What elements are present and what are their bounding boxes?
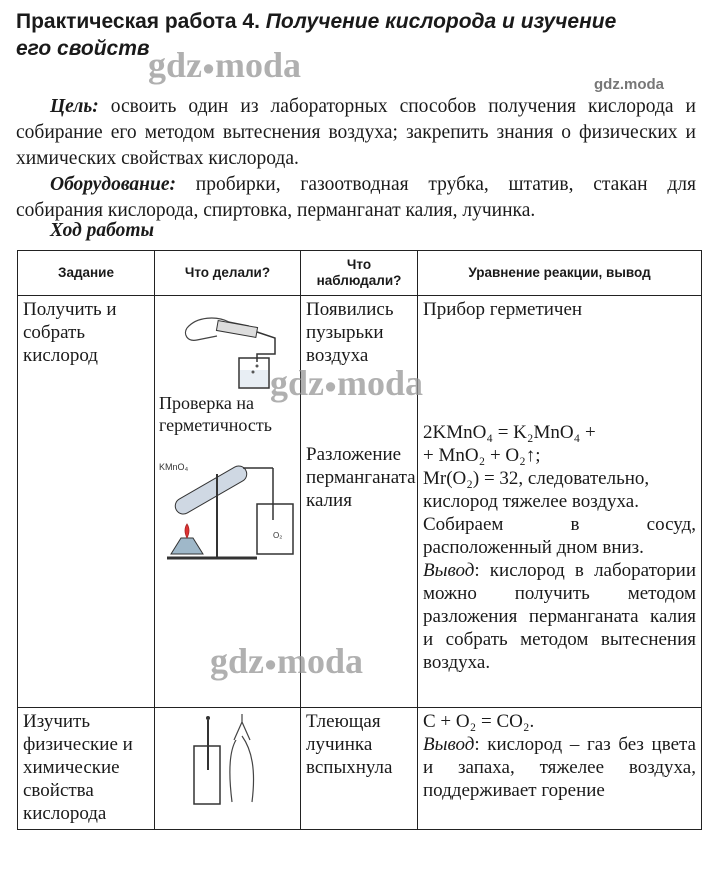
verdict-1-label: Вывод (423, 560, 475, 581)
did-cell-2 (155, 708, 301, 830)
title-italic-1: Получение кислорода и изучение (265, 10, 617, 33)
watermark-lower: gdz●moda (210, 641, 364, 681)
equipment-label: Оборудование: (50, 174, 176, 195)
obs-splint: Тлеющая лучинка вспыхнула (306, 711, 393, 778)
equipment-paragraph (16, 172, 696, 224)
obs-bubbles: Появились пузырьки воздуха (306, 299, 394, 366)
title-plain: Практическая работа 4. (16, 10, 260, 33)
oxygen-apparatus-figure (157, 454, 297, 574)
verdict-2-text: : кислород – газ без цвета и запаха, тяжелее воздуха, поддерживает горение (423, 734, 696, 801)
goal-label: Цель: (50, 96, 99, 117)
splint-test-figure (182, 710, 282, 810)
watermark: gdz●moda (148, 45, 302, 85)
verdict-2 (423, 733, 696, 802)
watermark-middle: gdz●moda (270, 363, 424, 403)
airtightness-caption: Проверка на герметичность (159, 393, 272, 435)
task-text-2: Изучить физические и химические свойства кислорода (23, 711, 133, 824)
verdict-1 (423, 559, 696, 674)
collect-text: Собираем в сосуд, расположенный дном вниз. (423, 514, 696, 558)
table-header-row (18, 251, 702, 296)
task-text: Получить и собрать кислород (23, 299, 117, 366)
task-cell (18, 296, 155, 708)
col-header-observed: Что наблюдали? (301, 251, 418, 296)
work-table (17, 250, 702, 830)
verdict-1-text: : кислород в лаборатории можно получить методом разложения перманганата калия и собрать методом вытеснения воздуха. (423, 560, 696, 673)
col-header-task: Задание (18, 251, 155, 296)
airtight-conclusion: Прибор герметичен (423, 299, 583, 320)
equation-line-2: + MnO₂ + O₂↑; (423, 445, 541, 466)
combustion-equation: C + O₂ = CO₂. (423, 711, 535, 732)
title-italic-2: его свойств (16, 37, 150, 60)
observed-cell-2 (301, 708, 418, 830)
col-header-equation: Уравнение реакции, вывод (418, 251, 702, 296)
equation-cell-2 (418, 708, 702, 830)
goal-text: освоить один из лабораторных способов получения кислорода и собирание его методом вытеснения воздуха; закрепить знания о физических и химических свойствах кислорода. (16, 96, 696, 169)
verdict-2-label: Вывод (423, 734, 475, 755)
col-header-did: Что делали? (155, 251, 301, 296)
goal-paragraph (16, 94, 696, 172)
task-cell-2 (18, 708, 155, 830)
procedure-heading: Ход работы (50, 220, 155, 241)
molar-mass-line: Mr(O₂) = 32, следовательно, (423, 468, 650, 489)
kmno4-label: KMnO₄ (159, 462, 189, 472)
watermark-small: gdz.moda (594, 76, 664, 93)
table-row (18, 708, 702, 830)
heavier-line: кислород тяжелее воздуха. (423, 491, 639, 512)
equation-line-1: 2KMnO₄ = K₂MnO₄ + (423, 422, 596, 443)
equipment-text: пробирки, газоотводная трубка, штатив, стакан для собирания кислорода, спиртовка, перманганат калия, лучинка. (16, 174, 696, 221)
o2-label: O₂ (273, 531, 283, 540)
obs-decomposition: Разложение перманганата калия (306, 444, 416, 511)
page-title (16, 8, 706, 62)
equation-cell (418, 296, 702, 708)
